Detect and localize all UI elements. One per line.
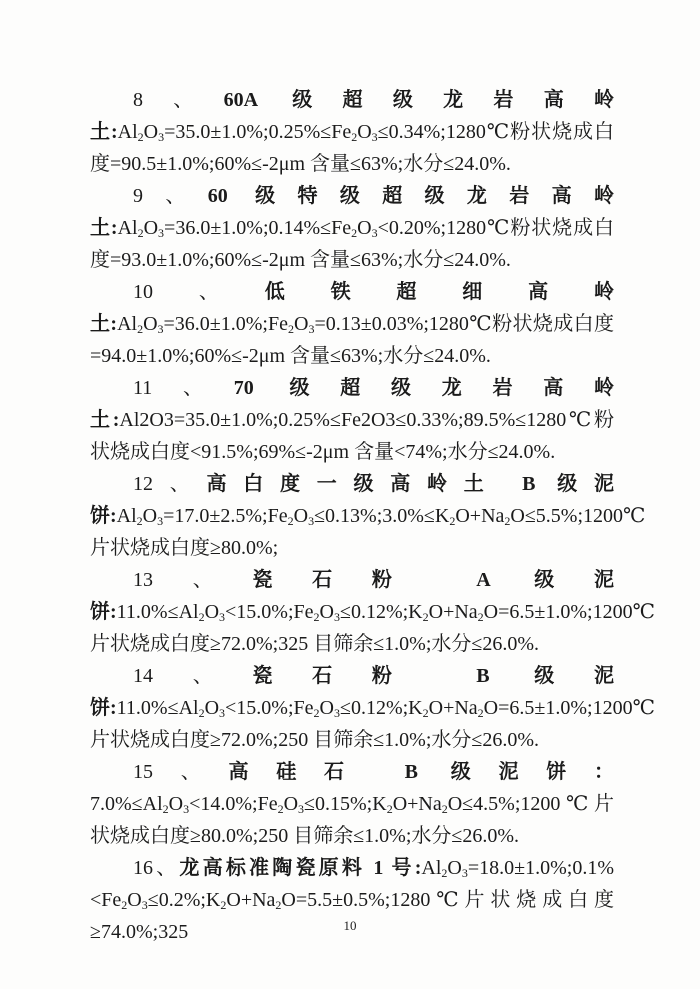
- item-spec: $Al_2O_3=36.0\pm 1.0\%;Fe_2O_3=0.13\pm 0.03\%;1280℃$粉状烧成白度=94.0±1.0%;60%≤-2μm 含量≤63%;水分≤24.0%.: [90, 313, 614, 367]
- item-number: 9、: [133, 185, 208, 207]
- spec-paragraph-14: [90, 660, 655, 756]
- item-number: 8、: [133, 89, 224, 111]
- item-number: 13、: [133, 569, 253, 591]
- item-colon: :: [110, 217, 118, 239]
- item-colon: ：: [594, 761, 614, 783]
- item-colon: :: [110, 313, 118, 335]
- page-number: 10: [343, 918, 357, 933]
- item-spec: $Al_2O_3=35.0\pm 1.0\%;0.25\%\le Fe_2O_3\le 0.34\%;1280℃$粉状烧成白度=90.5±1.0%;60%≤-2μm 含量≤63%;水分≤24.0%.: [90, 121, 614, 175]
- item-number: 10、: [133, 281, 265, 303]
- item-title: 60 级特级超级龙岩高岭土: [90, 185, 615, 239]
- item-title: 60A 级超级龙岩高岭土: [90, 89, 614, 143]
- item-spec: $7.0\%\le Al_2O_3<14.0\%;Fe_2O_3\le 0.15\%;K_2O+Na_2O\le 4.5\%;1200℃$片状烧成白度≥80.0%;250 目筛余≤1.0%;水分≤26.0%.: [90, 793, 614, 847]
- item-spec: $Al_2O_3=17.0\pm 2.5\%;Fe_2O_3\le 0.13\%;3.0\%\le K_2O+Na_2O\le 5.5\%;1200℃$片状烧成白度≥80.0%;: [90, 505, 646, 559]
- item-number: 15、: [133, 761, 229, 783]
- item-colon: :: [110, 505, 117, 527]
- item-title: 瓷石粉 B 级泥饼: [90, 665, 615, 719]
- item-number: 11、: [133, 377, 234, 399]
- item-colon: :: [112, 409, 120, 431]
- item-spec: $11.0\%\le Al_2O_3<15.0\%;Fe_2O_3\le 0.12\%;K_2O+Na_2O=6.5\pm 1.0\%;1200℃$片状烧成白度≥72.0%;250 目筛余≤1.0%;水分≤26.0%.: [90, 697, 655, 751]
- item-colon: :: [110, 121, 118, 143]
- item-number: 14、: [133, 665, 253, 687]
- item-title: 70 级超级龙岩高岭土: [90, 377, 615, 431]
- item-number: 12、: [133, 473, 207, 495]
- item-colon: :: [110, 601, 117, 623]
- spec-paragraph-10: [90, 276, 614, 372]
- item-colon: :: [110, 697, 117, 719]
- item-colon: :: [414, 857, 422, 879]
- item-spec: Al2O3=35.0±1.0%;0.25%≤Fe2O3≤0.33%;89.5%≤1280℃粉状烧成白度<91.5%;69%≤-2μm 含量<74%;水分≤24.0%.: [90, 409, 615, 463]
- item-number: 16、: [133, 857, 180, 879]
- item-spec: $11.0\%\le Al_2O_3<15.0\%;Fe_2O_3\le 0.12\%;K_2O+Na_2O=6.5\pm 1.0\%;1200℃$片状烧成白度≥72.0%;325 目筛余≤1.0%;水分≤26.0%.: [90, 601, 655, 655]
- item-spec: $Al_2O_3=36.0\pm 1.0\%;0.14\%\le Fe_2O_3<0.20\%;1280℃$粉状烧成白度=93.0±1.0%;60%≤-2μm 含量≤63%;水分≤24.0%.: [90, 217, 614, 271]
- spec-paragraph-15: [90, 756, 614, 852]
- spec-paragraph-9: [90, 180, 614, 276]
- item-title: 高硅石 B 级泥饼: [228, 761, 594, 783]
- document-body: [90, 84, 655, 948]
- item-title: 高白度一级高岭土 B 级泥饼: [90, 473, 615, 527]
- item-title: 瓷石粉 A 级泥饼: [90, 569, 615, 623]
- spec-paragraph-11: [90, 372, 614, 468]
- item-title: 龙高标准陶瓷原料 1 号: [179, 857, 415, 879]
- item-spec: $Al_2O_3=18.0\pm 1.0\%;0.1\%<Fe_2O_3\le 0.2\%;K_2O+Na_2O=5.5\pm 0.5\%;1280℃$片状烧成白度≥74.0%;325: [90, 857, 615, 943]
- spec-paragraph-8: [90, 84, 614, 180]
- item-title: 低铁超细高岭土: [90, 281, 615, 335]
- spec-paragraph-12: [90, 468, 646, 564]
- spec-paragraph-13: [90, 564, 655, 660]
